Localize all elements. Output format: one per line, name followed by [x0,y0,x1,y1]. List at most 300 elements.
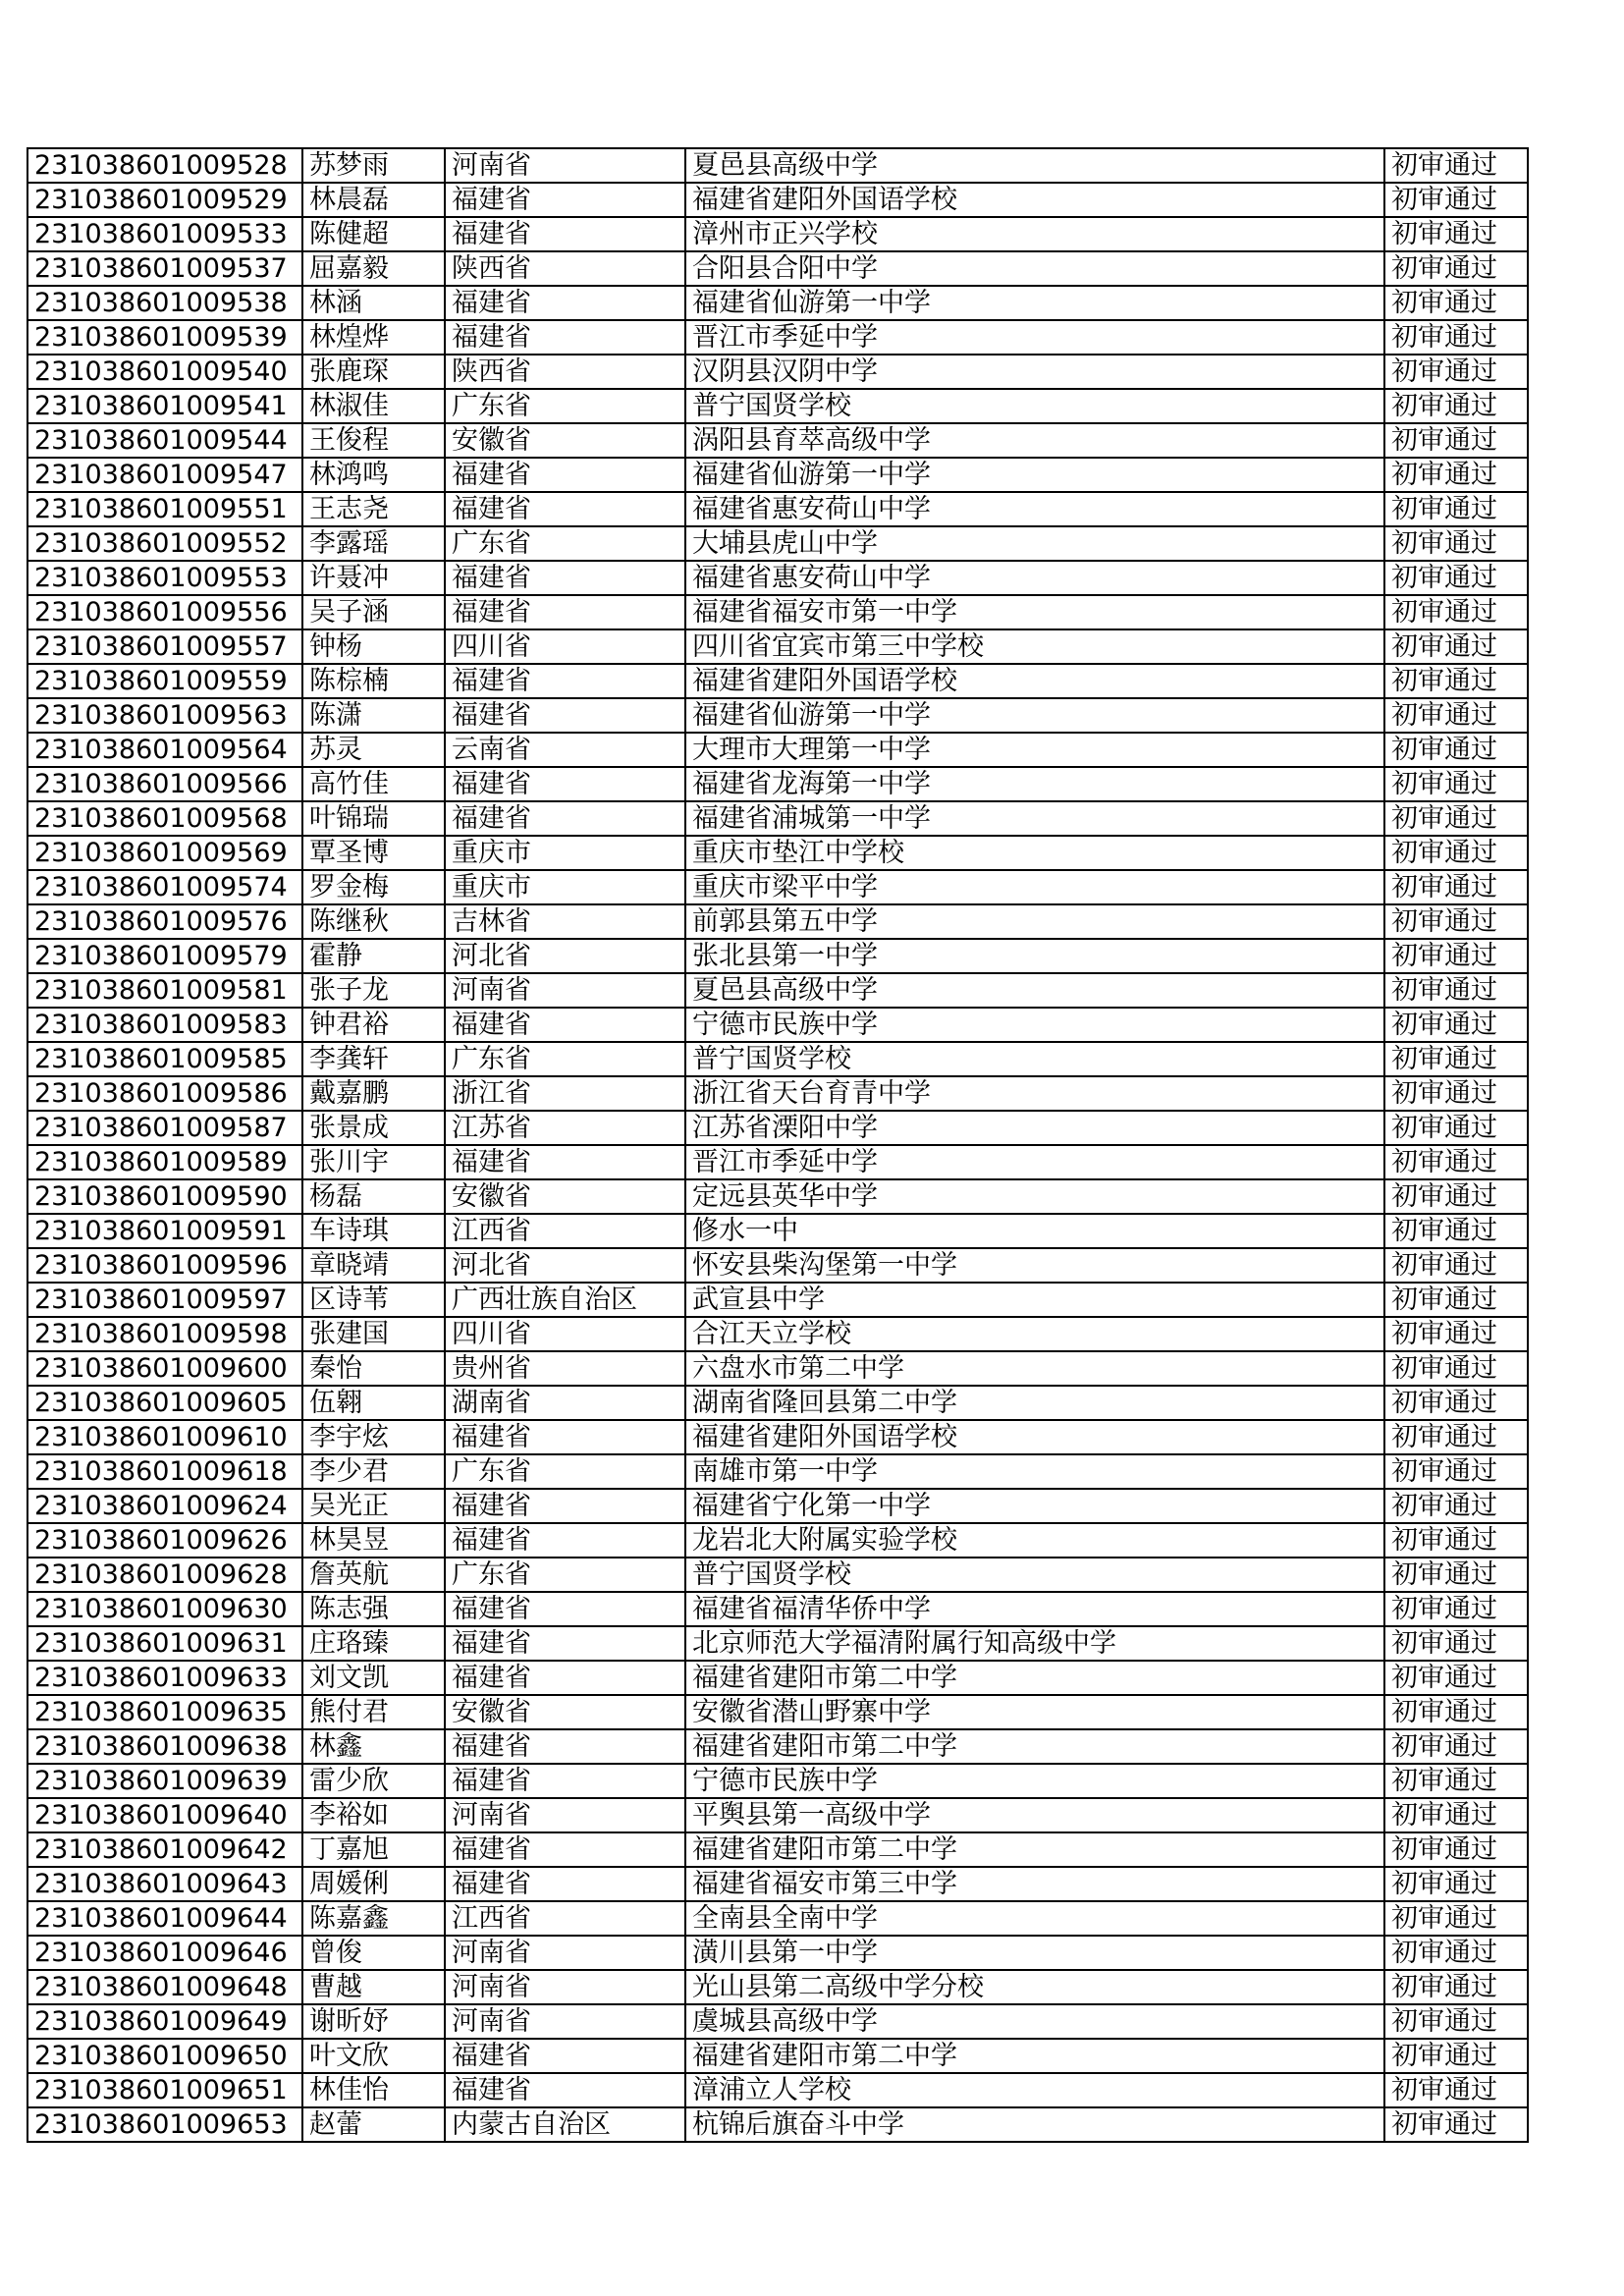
school-cell: 杭锦后旗奋斗中学 [685,2107,1384,2142]
province-cell: 河南省 [445,973,685,1008]
province-cell: 福建省 [445,1145,685,1179]
applicant-name-cell: 陈志强 [302,1592,445,1626]
applicant-id-cell: 231038601009552 [27,526,302,561]
table-row [27,1729,1528,1764]
table-row [27,1420,1528,1454]
review-status-cell: 初审通过 [1384,1214,1528,1248]
applicant-id-cell: 231038601009653 [27,2107,302,2142]
applicant-id-cell: 231038601009638 [27,1729,302,1764]
applicant-name-cell: 詹英航 [302,1558,445,1592]
applicant-id-cell: 231038601009528 [27,148,302,183]
province-cell: 四川省 [445,1317,685,1351]
school-cell: 普宁国贤学校 [685,389,1384,423]
school-cell: 福建省福安市第一中学 [685,595,1384,629]
applicant-id-cell: 231038601009644 [27,1901,302,1936]
school-cell: 怀安县柴沟堡第一中学 [685,1248,1384,1283]
applicant-name-cell: 赵蕾 [302,2107,445,2142]
province-cell: 福建省 [445,1867,685,1901]
province-cell: 福建省 [445,1489,685,1523]
school-cell: 福建省建阳市第二中学 [685,1832,1384,1867]
table-row [27,1317,1528,1351]
province-cell: 福建省 [445,1832,685,1867]
review-status-cell: 初审通过 [1384,1626,1528,1661]
review-status-cell: 初审通过 [1384,595,1528,629]
table-row [27,904,1528,939]
applicant-name-cell: 雷少欣 [302,1764,445,1798]
applicant-name-cell: 曾俊 [302,1936,445,1970]
applicant-name-cell: 熊付君 [302,1695,445,1729]
review-status-cell: 初审通过 [1384,1317,1528,1351]
review-status-cell: 初审通过 [1384,389,1528,423]
applicant-name-cell: 罗金梅 [302,870,445,904]
applicant-id-cell: 231038601009605 [27,1386,302,1420]
applicant-id-cell: 231038601009583 [27,1008,302,1042]
school-cell: 定远县英华中学 [685,1179,1384,1214]
table-row [27,2107,1528,2142]
review-status-cell: 初审通过 [1384,1179,1528,1214]
province-cell: 福建省 [445,492,685,526]
province-cell: 福建省 [445,1592,685,1626]
province-cell: 福建省 [445,183,685,217]
school-cell: 福建省建阳外国语学校 [685,1420,1384,1454]
school-cell: 夏邑县高级中学 [685,973,1384,1008]
table-row [27,286,1528,320]
school-cell: 普宁国贤学校 [685,1042,1384,1076]
review-status-cell: 初审通过 [1384,286,1528,320]
province-cell: 福建省 [445,2073,685,2107]
province-cell: 陕西省 [445,251,685,286]
review-status-cell: 初审通过 [1384,1386,1528,1420]
school-cell: 虞城县高级中学 [685,2004,1384,2039]
review-status-cell: 初审通过 [1384,1867,1528,1901]
review-status-cell: 初审通过 [1384,561,1528,595]
table-row [27,733,1528,767]
table-row [27,2039,1528,2073]
applicant-id-cell: 231038601009586 [27,1076,302,1111]
school-cell: 平舆县第一高级中学 [685,1798,1384,1832]
province-cell: 福建省 [445,1764,685,1798]
applicant-name-cell: 高竹佳 [302,767,445,801]
province-cell: 福建省 [445,595,685,629]
applicant-name-cell: 林晨磊 [302,183,445,217]
applicant-name-cell: 刘文凯 [302,1661,445,1695]
applicant-id-cell: 231038601009610 [27,1420,302,1454]
review-status-cell: 初审通过 [1384,733,1528,767]
applicant-id-cell: 231038601009639 [27,1764,302,1798]
applicant-name-cell: 周媛俐 [302,1867,445,1901]
table-row [27,1592,1528,1626]
applicant-id-cell: 231038601009618 [27,1454,302,1489]
province-cell: 福建省 [445,1661,685,1695]
school-cell: 安徽省潜山野寨中学 [685,1695,1384,1729]
province-cell: 贵州省 [445,1351,685,1386]
applicant-id-cell: 231038601009547 [27,458,302,492]
province-cell: 重庆市 [445,836,685,870]
applicant-name-cell: 张景成 [302,1111,445,1145]
table-row [27,251,1528,286]
province-cell: 福建省 [445,698,685,733]
review-status-cell: 初审通过 [1384,1042,1528,1076]
applicant-id-cell: 231038601009598 [27,1317,302,1351]
applicant-name-cell: 李宇炫 [302,1420,445,1454]
applicant-name-cell: 屈嘉毅 [302,251,445,286]
applicant-id-cell: 231038601009651 [27,2073,302,2107]
review-status-cell: 初审通过 [1384,904,1528,939]
applicant-id-cell: 231038601009631 [27,1626,302,1661]
applicant-id-cell: 231038601009581 [27,973,302,1008]
applicant-id-cell: 231038601009563 [27,698,302,733]
applicant-id-cell: 231038601009624 [27,1489,302,1523]
applicant-name-cell: 区诗苇 [302,1283,445,1317]
province-cell: 广东省 [445,389,685,423]
school-cell: 浙江省天台育青中学 [685,1076,1384,1111]
province-cell: 福建省 [445,1420,685,1454]
school-cell: 福建省宁化第一中学 [685,1489,1384,1523]
school-cell: 福建省仙游第一中学 [685,698,1384,733]
school-cell: 福建省建阳市第二中学 [685,1661,1384,1695]
applicant-name-cell: 王志尧 [302,492,445,526]
review-status-cell: 初审通过 [1384,1661,1528,1695]
school-cell: 福建省建阳市第二中学 [685,2039,1384,2073]
table-row [27,1008,1528,1042]
table-row [27,2073,1528,2107]
applicant-name-cell: 吴光正 [302,1489,445,1523]
applicant-id-cell: 231038601009564 [27,733,302,767]
applicant-name-cell: 杨磊 [302,1179,445,1214]
province-cell: 内蒙古自治区 [445,2107,685,2142]
province-cell: 福建省 [445,1523,685,1558]
applicant-name-cell: 覃圣博 [302,836,445,870]
table-row [27,1661,1528,1695]
province-cell: 河北省 [445,939,685,973]
school-cell: 晋江市季延中学 [685,1145,1384,1179]
school-cell: 重庆市梁平中学 [685,870,1384,904]
table-row [27,1489,1528,1523]
province-cell: 广东省 [445,526,685,561]
school-cell: 湖南省隆回县第二中学 [685,1386,1384,1420]
province-cell: 陕西省 [445,355,685,389]
table-row [27,1626,1528,1661]
review-status-cell: 初审通过 [1384,1420,1528,1454]
review-status-cell: 初审通过 [1384,1592,1528,1626]
table-row [27,183,1528,217]
applicant-name-cell: 戴嘉鹏 [302,1076,445,1111]
applicant-id-cell: 231038601009537 [27,251,302,286]
review-status-cell: 初审通过 [1384,698,1528,733]
applicant-id-cell: 231038601009576 [27,904,302,939]
table-row [27,1214,1528,1248]
applicant-id-cell: 231038601009628 [27,1558,302,1592]
applicant-name-cell: 陈棕楠 [302,664,445,698]
table-row [27,629,1528,664]
table-row [27,148,1528,183]
province-cell: 福建省 [445,801,685,836]
applicant-id-cell: 231038601009568 [27,801,302,836]
school-cell: 福建省建阳外国语学校 [685,183,1384,217]
province-cell: 福建省 [445,561,685,595]
review-status-cell: 初审通过 [1384,1523,1528,1558]
province-cell: 福建省 [445,1729,685,1764]
applicant-name-cell: 谢昕妤 [302,2004,445,2039]
province-cell: 浙江省 [445,1076,685,1111]
review-status-cell: 初审通过 [1384,1145,1528,1179]
table-row [27,1867,1528,1901]
school-cell: 福建省龙海第一中学 [685,767,1384,801]
applicant-name-cell: 霍静 [302,939,445,973]
applicant-name-cell: 张建国 [302,1317,445,1351]
applicant-id-cell: 231038601009649 [27,2004,302,2039]
school-cell: 福建省福清华侨中学 [685,1592,1384,1626]
table-row [27,698,1528,733]
table-row [27,1111,1528,1145]
applicant-name-cell: 林鸿鸣 [302,458,445,492]
table-row [27,1764,1528,1798]
province-cell: 河南省 [445,1936,685,1970]
applicant-name-cell: 苏灵 [302,733,445,767]
school-cell: 光山县第二高级中学分校 [685,1970,1384,2004]
school-cell: 福建省浦城第一中学 [685,801,1384,836]
province-cell: 福建省 [445,320,685,355]
province-cell: 福建省 [445,1626,685,1661]
review-status-cell: 初审通过 [1384,251,1528,286]
applicant-id-cell: 231038601009556 [27,595,302,629]
school-cell: 全南县全南中学 [685,1901,1384,1936]
table-row [27,1386,1528,1420]
table-row [27,801,1528,836]
table-row [27,389,1528,423]
school-cell: 重庆市垫江中学校 [685,836,1384,870]
applicant-name-cell: 叶锦瑞 [302,801,445,836]
review-status-cell: 初审通过 [1384,423,1528,458]
table-row [27,1970,1528,2004]
applicant-name-cell: 许聂冲 [302,561,445,595]
applicant-name-cell: 曹越 [302,1970,445,2004]
table-row [27,1832,1528,1867]
applicant-name-cell: 钟君裕 [302,1008,445,1042]
review-status-cell: 初审通过 [1384,526,1528,561]
applicant-id-cell: 231038601009533 [27,217,302,251]
school-cell: 南雄市第一中学 [685,1454,1384,1489]
province-cell: 广西壮族自治区 [445,1283,685,1317]
review-status-cell: 初审通过 [1384,664,1528,698]
review-status-cell: 初审通过 [1384,492,1528,526]
school-cell: 武宣县中学 [685,1283,1384,1317]
school-cell: 福建省建阳外国语学校 [685,664,1384,698]
applicant-name-cell: 林鑫 [302,1729,445,1764]
table-row [27,870,1528,904]
review-status-cell: 初审通过 [1384,801,1528,836]
school-cell: 潢川县第一中学 [685,1936,1384,1970]
review-status-cell: 初审通过 [1384,1454,1528,1489]
table-row [27,1454,1528,1489]
school-cell: 江苏省溧阳中学 [685,1111,1384,1145]
applicant-name-cell: 林佳怡 [302,2073,445,2107]
table-row [27,492,1528,526]
applicant-name-cell: 李露瑶 [302,526,445,561]
table-row [27,1248,1528,1283]
review-status-cell: 初审通过 [1384,1798,1528,1832]
province-cell: 福建省 [445,767,685,801]
applicant-id-cell: 231038601009566 [27,767,302,801]
applicant-id-cell: 231038601009538 [27,286,302,320]
school-cell: 普宁国贤学校 [685,1558,1384,1592]
review-status-cell: 初审通过 [1384,767,1528,801]
province-cell: 安徽省 [445,1695,685,1729]
review-status-cell: 初审通过 [1384,1936,1528,1970]
applicant-name-cell: 李龚轩 [302,1042,445,1076]
province-cell: 河北省 [445,1248,685,1283]
table-row [27,355,1528,389]
review-status-cell: 初审通过 [1384,320,1528,355]
province-cell: 江西省 [445,1901,685,1936]
review-status-cell: 初审通过 [1384,2039,1528,2073]
applicant-name-cell: 李少君 [302,1454,445,1489]
province-cell: 福建省 [445,217,685,251]
table-row [27,1076,1528,1111]
applicant-id-cell: 231038601009591 [27,1214,302,1248]
table-row [27,320,1528,355]
applicant-id-cell: 231038601009600 [27,1351,302,1386]
school-cell: 宁德市民族中学 [685,1008,1384,1042]
school-cell: 合江天立学校 [685,1317,1384,1351]
table-row [27,836,1528,870]
province-cell: 广东省 [445,1042,685,1076]
review-status-cell: 初审通过 [1384,2073,1528,2107]
province-cell: 重庆市 [445,870,685,904]
review-status-cell: 初审通过 [1384,1111,1528,1145]
table-row [27,1042,1528,1076]
school-cell: 四川省宜宾市第三中学校 [685,629,1384,664]
school-cell: 合阳县合阳中学 [685,251,1384,286]
review-status-cell: 初审通过 [1384,1832,1528,1867]
review-status-cell: 初审通过 [1384,148,1528,183]
applicant-id-cell: 231038601009642 [27,1832,302,1867]
school-cell: 六盘水市第二中学 [685,1351,1384,1386]
province-cell: 河南省 [445,2004,685,2039]
applicant-id-cell: 231038601009589 [27,1145,302,1179]
applicant-id-cell: 231038601009650 [27,2039,302,2073]
school-cell: 福建省仙游第一中学 [685,458,1384,492]
school-cell: 宁德市民族中学 [685,1764,1384,1798]
table-row [27,526,1528,561]
review-status-cell: 初审通过 [1384,1970,1528,2004]
applicant-id-cell: 231038601009597 [27,1283,302,1317]
province-cell: 江苏省 [445,1111,685,1145]
province-cell: 安徽省 [445,423,685,458]
applicant-id-cell: 231038601009569 [27,836,302,870]
applicant-id-cell: 231038601009633 [27,1661,302,1695]
review-status-cell: 初审通过 [1384,1489,1528,1523]
table-row [27,973,1528,1008]
school-cell: 晋江市季延中学 [685,320,1384,355]
table-row [27,1523,1528,1558]
applicant-id-cell: 231038601009648 [27,1970,302,2004]
review-status-cell: 初审通过 [1384,870,1528,904]
applicant-table [27,147,1529,2143]
applicant-id-cell: 231038601009640 [27,1798,302,1832]
applicant-name-cell: 林煌烨 [302,320,445,355]
table-row [27,1695,1528,1729]
province-cell: 广东省 [445,1558,685,1592]
review-status-cell: 初审通过 [1384,458,1528,492]
province-cell: 四川省 [445,629,685,664]
applicant-name-cell: 章晓靖 [302,1248,445,1283]
table-row [27,1901,1528,1936]
table-row [27,1798,1528,1832]
applicant-id-cell: 231038601009541 [27,389,302,423]
province-cell: 吉林省 [445,904,685,939]
school-cell: 龙岩北大附属实验学校 [685,1523,1384,1558]
province-cell: 福建省 [445,2039,685,2073]
applicant-id-cell: 231038601009557 [27,629,302,664]
province-cell: 江西省 [445,1214,685,1248]
applicant-id-cell: 231038601009574 [27,870,302,904]
table-row [27,2004,1528,2039]
school-cell: 涡阳县育萃高级中学 [685,423,1384,458]
school-cell: 福建省仙游第一中学 [685,286,1384,320]
review-status-cell: 初审通过 [1384,2004,1528,2039]
review-status-cell: 初审通过 [1384,1695,1528,1729]
review-status-cell: 初审通过 [1384,1008,1528,1042]
review-status-cell: 初审通过 [1384,1283,1528,1317]
school-cell: 夏邑县高级中学 [685,148,1384,183]
applicant-id-cell: 231038601009540 [27,355,302,389]
applicant-name-cell: 陈继秋 [302,904,445,939]
applicant-id-cell: 231038601009596 [27,1248,302,1283]
province-cell: 广东省 [445,1454,685,1489]
applicant-name-cell: 王俊程 [302,423,445,458]
province-cell: 安徽省 [445,1179,685,1214]
school-cell: 修水一中 [685,1214,1384,1248]
school-cell: 漳州市正兴学校 [685,217,1384,251]
applicant-name-cell: 叶文欣 [302,2039,445,2073]
table-row [27,1283,1528,1317]
review-status-cell: 初审通过 [1384,1764,1528,1798]
table-row [27,458,1528,492]
applicant-name-cell: 陈潇 [302,698,445,733]
applicant-id-cell: 231038601009559 [27,664,302,698]
province-cell: 河南省 [445,1798,685,1832]
applicant-name-cell: 张川宇 [302,1145,445,1179]
school-cell: 福建省福安市第三中学 [685,1867,1384,1901]
province-cell: 福建省 [445,1008,685,1042]
review-status-cell: 初审通过 [1384,2107,1528,2142]
school-cell: 福建省惠安荷山中学 [685,492,1384,526]
applicant-id-cell: 231038601009553 [27,561,302,595]
table-row [27,561,1528,595]
review-status-cell: 初审通过 [1384,1351,1528,1386]
applicant-id-cell: 231038601009585 [27,1042,302,1076]
applicant-name-cell: 车诗琪 [302,1214,445,1248]
applicant-id-cell: 231038601009544 [27,423,302,458]
table-row [27,664,1528,698]
table-row [27,423,1528,458]
table-row [27,1179,1528,1214]
applicant-name-cell: 庄珞臻 [302,1626,445,1661]
applicant-id-cell: 231038601009635 [27,1695,302,1729]
applicant-id-cell: 231038601009587 [27,1111,302,1145]
school-cell: 北京师范大学福清附属行知高级中学 [685,1626,1384,1661]
applicant-id-cell: 231038601009529 [27,183,302,217]
school-cell: 汉阴县汉阴中学 [685,355,1384,389]
table-row [27,1936,1528,1970]
applicant-name-cell: 苏梦雨 [302,148,445,183]
table-row [27,1351,1528,1386]
applicant-name-cell: 伍翱 [302,1386,445,1420]
applicant-name-cell: 钟杨 [302,629,445,664]
school-cell: 大埔县虎山中学 [685,526,1384,561]
review-status-cell: 初审通过 [1384,939,1528,973]
